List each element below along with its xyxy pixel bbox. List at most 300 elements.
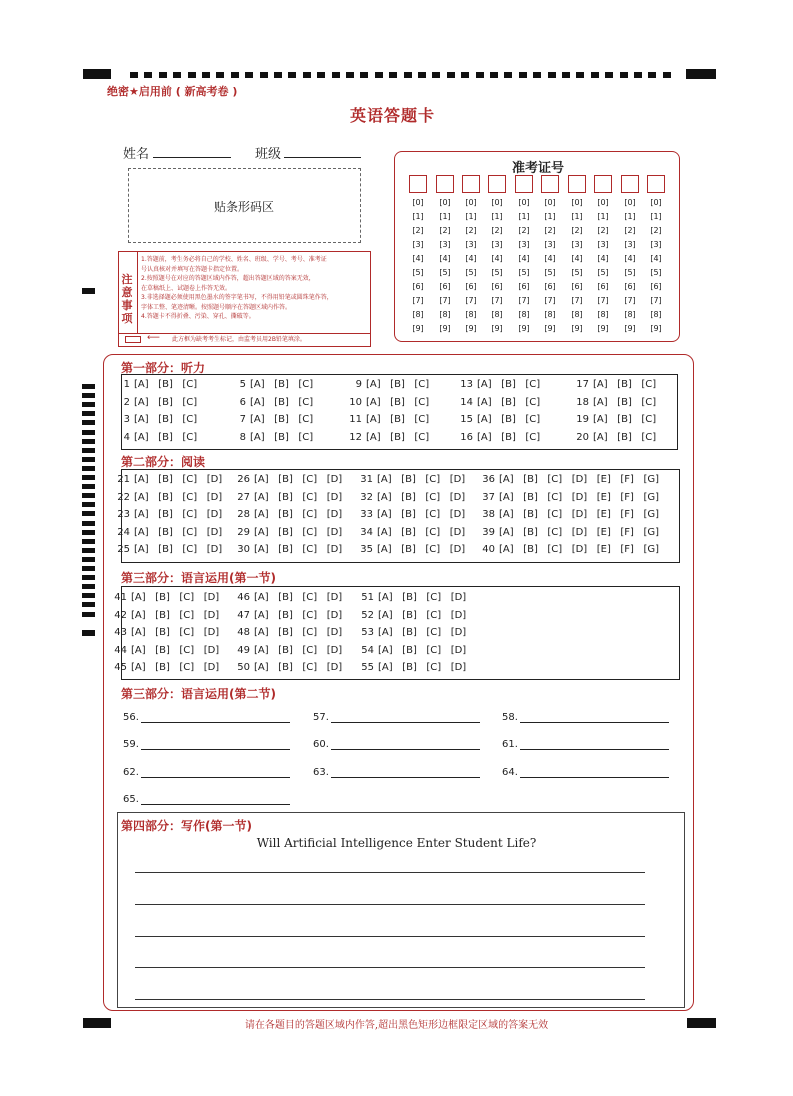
answer-options[interactable]: [A] [B] [C] bbox=[134, 431, 198, 443]
question-number: 33 bbox=[360, 509, 373, 521]
answer-options[interactable]: [A] [B] [C] [D] [E] [F] [G] bbox=[499, 474, 660, 485]
admission-digit-bubble[interactable]: [7] bbox=[597, 296, 609, 305]
admission-digit-bubble[interactable]: [0] bbox=[491, 198, 503, 207]
timing-mark bbox=[216, 72, 224, 78]
admission-digit-bubble[interactable]: [1] bbox=[650, 212, 662, 221]
admission-digit-bubble[interactable]: [8] bbox=[571, 310, 583, 319]
admission-digit-bubble[interactable]: [7] bbox=[491, 296, 503, 305]
note-line: 1.答题前，考生务必将自己的学校、姓名、班级、学号、考号、准考证 bbox=[141, 256, 327, 263]
side-mark bbox=[82, 288, 95, 294]
admission-digit-bubble[interactable]: [5] bbox=[439, 268, 451, 277]
admission-digit-bubble[interactable]: [1] bbox=[439, 212, 451, 221]
admission-digit-bubble[interactable]: [2] bbox=[439, 226, 451, 235]
admission-digit-bubble[interactable]: [6] bbox=[412, 282, 424, 291]
question-row bbox=[359, 492, 465, 503]
answer-options[interactable]: [A] [B] [C] [D] bbox=[377, 544, 466, 556]
answer-options[interactable]: [A] [B] [C] [D] [E] [F] [G] bbox=[499, 509, 660, 521]
arrow-left-icon: ⟵ bbox=[147, 333, 160, 343]
admission-digit-bubble[interactable]: [5] bbox=[650, 268, 662, 277]
question-row bbox=[481, 509, 659, 520]
timing-mark bbox=[332, 72, 340, 78]
admission-digit-bubble[interactable]: [9] bbox=[650, 324, 662, 333]
question-number: 23 bbox=[117, 509, 130, 521]
answer-options[interactable]: [A] [B] [C] [D] bbox=[134, 509, 223, 521]
question-number: 16 bbox=[460, 431, 473, 443]
question-number: 15 bbox=[460, 414, 473, 426]
admission-digit-bubble[interactable]: [3] bbox=[650, 240, 662, 249]
question-number: 44 bbox=[114, 644, 127, 656]
admission-digit-bubble[interactable]: [8] bbox=[439, 310, 451, 319]
admission-digit-bubble[interactable]: [5] bbox=[491, 268, 503, 277]
question-row bbox=[360, 662, 466, 673]
answer-options[interactable]: [A] [B] [C] bbox=[134, 379, 198, 390]
blank-label: 57. bbox=[313, 712, 329, 723]
admission-digit-bubble[interactable]: [2] bbox=[650, 226, 662, 235]
question-number: 52 bbox=[361, 609, 374, 621]
admission-digit-bubble[interactable]: [4] bbox=[465, 254, 477, 263]
question-number: 34 bbox=[360, 526, 373, 538]
answer-options[interactable]: [A] [B] [C] [D] bbox=[378, 644, 467, 656]
question-row bbox=[459, 379, 540, 390]
admission-digit-bubble[interactable]: [3] bbox=[412, 240, 424, 249]
notes-text bbox=[141, 255, 369, 322]
writing-line[interactable] bbox=[135, 999, 645, 1000]
answer-options[interactable]: [A] [B] [C] bbox=[593, 431, 657, 443]
notes-title-char: 意 bbox=[121, 286, 133, 299]
admission-digit-bubble[interactable]: [3] bbox=[571, 240, 583, 249]
question-number: 9 bbox=[355, 379, 362, 390]
blank-line[interactable] bbox=[331, 722, 480, 723]
timing-mark bbox=[375, 72, 383, 78]
admission-digit-bubble[interactable]: [5] bbox=[465, 268, 477, 277]
answer-options[interactable]: [A] [B] [C] [D] bbox=[378, 627, 467, 639]
barcode-label: 贴条形码区 bbox=[214, 200, 275, 214]
timing-mark bbox=[490, 72, 498, 78]
writing-line[interactable] bbox=[135, 967, 645, 968]
answer-options[interactable]: [A] [B] [C] bbox=[477, 379, 541, 390]
answer-options[interactable]: [A] [B] [C] [D] bbox=[254, 509, 343, 521]
admission-digit-bubble[interactable]: [6] bbox=[491, 282, 503, 291]
missing-exam-note: 此方框为缺考考生标记，由监考员用2B铅笔填涂。 bbox=[172, 336, 306, 343]
answer-options[interactable]: [A] [B] [C] [D] bbox=[134, 491, 223, 503]
answer-options[interactable]: [A] [B] [C] [D] bbox=[134, 474, 223, 485]
timing-mark bbox=[648, 72, 656, 78]
admission-digit-bubble[interactable]: [9] bbox=[491, 324, 503, 333]
answer-options[interactable]: [A] [B] [C] bbox=[250, 431, 314, 443]
timing-mark bbox=[432, 72, 440, 78]
answer-options[interactable]: [A] [B] [C] [D] bbox=[134, 526, 223, 538]
admission-digit-bubble[interactable]: [9] bbox=[412, 324, 424, 333]
timing-mark bbox=[82, 575, 95, 580]
admission-digit-bubble[interactable]: [9] bbox=[597, 324, 609, 333]
question-number: 32 bbox=[360, 491, 373, 503]
admission-digit-bubble[interactable]: [1] bbox=[465, 212, 477, 221]
note-line: 2.按照题号在对应的答题区域内作答，超出答题区域的答案无效， bbox=[141, 275, 315, 282]
question-row bbox=[116, 379, 197, 390]
question-number: 41 bbox=[114, 592, 127, 603]
answer-options[interactable]: [A] [B] [C] bbox=[250, 414, 314, 426]
admission-digit-bubble[interactable]: [6] bbox=[439, 282, 451, 291]
admission-digit-bubble[interactable]: [8] bbox=[544, 310, 556, 319]
answer-options[interactable]: [A] [B] [C] [D] bbox=[378, 592, 467, 603]
answer-options[interactable]: [A] [B] [C] bbox=[593, 414, 657, 426]
timing-mark bbox=[82, 493, 95, 498]
answer-options[interactable]: [A] [B] [C] [D] bbox=[254, 474, 343, 485]
blank-line[interactable] bbox=[141, 804, 290, 805]
answer-options[interactable]: [A] [B] [C] [D] bbox=[131, 592, 220, 603]
corner-mark-top-left bbox=[83, 69, 111, 79]
answer-options[interactable]: [A] [B] [C] bbox=[366, 414, 430, 426]
missing-exam-checkbox[interactable] bbox=[125, 336, 141, 343]
admission-digit-bubble[interactable]: [2] bbox=[571, 226, 583, 235]
timing-mark bbox=[82, 384, 95, 389]
admission-digit-bubble[interactable]: [8] bbox=[412, 310, 424, 319]
admission-digit-bubble[interactable]: [1] bbox=[624, 212, 636, 221]
question-number: 17 bbox=[576, 379, 589, 390]
answer-options[interactable]: [A] [B] [C] [D] bbox=[378, 609, 467, 621]
timing-mark bbox=[317, 72, 325, 78]
timing-mark bbox=[82, 411, 95, 416]
answer-options[interactable]: [A] [B] [C] [D] bbox=[377, 526, 466, 538]
admission-digit-bubble[interactable]: [7] bbox=[650, 296, 662, 305]
timing-mark bbox=[188, 72, 196, 78]
side-mark bbox=[82, 630, 95, 636]
admission-digit-bubble[interactable]: [2] bbox=[491, 226, 503, 235]
timing-mark bbox=[82, 466, 95, 471]
blank-line[interactable] bbox=[141, 777, 290, 778]
blank-line[interactable] bbox=[520, 777, 669, 778]
admission-digit-bubble[interactable]: [9] bbox=[518, 324, 530, 333]
timing-mark bbox=[231, 72, 239, 78]
admission-digit-bubble[interactable]: [7] bbox=[544, 296, 556, 305]
admission-digit-bubble[interactable]: [3] bbox=[518, 240, 530, 249]
blank-line[interactable] bbox=[520, 722, 669, 723]
admission-digit-bubble[interactable]: [2] bbox=[465, 226, 477, 235]
timing-mark bbox=[504, 72, 512, 78]
admission-digit-bubble[interactable]: [8] bbox=[491, 310, 503, 319]
question-number: 29 bbox=[237, 526, 250, 538]
answer-options[interactable]: [A] [B] [C] bbox=[593, 379, 657, 390]
writing-line[interactable] bbox=[135, 904, 645, 905]
admission-digit-bubble[interactable]: [9] bbox=[571, 324, 583, 333]
answer-options[interactable]: [A] [B] [C] bbox=[477, 396, 541, 408]
admission-digit-bubble[interactable]: [1] bbox=[491, 212, 503, 221]
question-number: 24 bbox=[117, 526, 130, 538]
question-row bbox=[359, 509, 465, 520]
admission-digit-bubble[interactable]: [9] bbox=[465, 324, 477, 333]
admission-digit-bubble[interactable]: [0] bbox=[518, 198, 530, 207]
admission-digit-bubble[interactable]: [0] bbox=[465, 198, 477, 207]
admission-digit-bubble[interactable]: [4] bbox=[544, 254, 556, 263]
timing-mark bbox=[274, 72, 282, 78]
answer-options[interactable]: [A] [B] [C] [D] bbox=[254, 644, 343, 656]
admission-digit-bubble[interactable]: [7] bbox=[624, 296, 636, 305]
question-number: 40 bbox=[482, 544, 495, 556]
admission-digit-bubble[interactable]: [4] bbox=[491, 254, 503, 263]
answer-options[interactable]: [A] [B] [C] [D] bbox=[254, 662, 343, 674]
timing-mark bbox=[591, 72, 599, 78]
admission-digit-bubble[interactable]: [3] bbox=[544, 240, 556, 249]
admission-digit-bubble[interactable]: [5] bbox=[624, 268, 636, 277]
admission-digit-bubble[interactable]: [7] bbox=[465, 296, 477, 305]
admission-digit-bubble[interactable]: [6] bbox=[597, 282, 609, 291]
admission-digit-bubble[interactable]: [8] bbox=[624, 310, 636, 319]
answer-options[interactable]: [A] [B] [C] [D] bbox=[254, 544, 343, 556]
admission-digit-bubble[interactable]: [9] bbox=[544, 324, 556, 333]
timing-mark bbox=[288, 72, 296, 78]
answer-options[interactable]: [A] [B] [C] [D] bbox=[134, 544, 223, 556]
timing-mark bbox=[82, 402, 95, 407]
admission-digit-bubble[interactable]: [7] bbox=[571, 296, 583, 305]
admission-digit-bubble[interactable]: [4] bbox=[650, 254, 662, 263]
answer-options[interactable]: [A] [B] [C] bbox=[250, 379, 314, 390]
blank-label: 56. bbox=[123, 712, 139, 723]
admission-digit-bubble[interactable]: [0] bbox=[650, 198, 662, 207]
timing-mark bbox=[82, 420, 95, 425]
timing-mark bbox=[144, 72, 152, 78]
writing-line[interactable] bbox=[135, 936, 645, 937]
question-number: 14 bbox=[460, 396, 473, 408]
admission-label: 准考证号 bbox=[512, 161, 565, 176]
answer-options[interactable]: [A] [B] [C] [D] bbox=[377, 474, 466, 485]
answer-options[interactable]: [A] [B] [C] bbox=[477, 414, 541, 426]
top-timing-track bbox=[130, 72, 670, 78]
timing-mark bbox=[82, 612, 95, 617]
blank-line[interactable] bbox=[331, 749, 480, 750]
answer-options[interactable]: [A] [B] [C] bbox=[593, 396, 657, 408]
admission-digit-bubble[interactable]: [2] bbox=[412, 226, 424, 235]
admission-digit-bubble[interactable]: [8] bbox=[518, 310, 530, 319]
blank-label: 62. bbox=[123, 767, 139, 778]
part2-title: 第二部分：阅读 bbox=[121, 455, 206, 469]
admission-digit-bubble[interactable]: [3] bbox=[491, 240, 503, 249]
writing-line[interactable] bbox=[135, 872, 645, 873]
admission-digit-bubble[interactable]: [4] bbox=[518, 254, 530, 263]
admission-digit-bubble[interactable]: [3] bbox=[597, 240, 609, 249]
question-row bbox=[360, 592, 466, 603]
admission-digit-box[interactable] bbox=[621, 175, 639, 193]
answer-options[interactable]: [A] [B] [C] [D] bbox=[131, 662, 220, 674]
admission-digit-bubble[interactable]: [7] bbox=[518, 296, 530, 305]
question-row bbox=[575, 414, 656, 425]
admission-digit-box[interactable] bbox=[568, 175, 586, 193]
admission-digit-bubble[interactable]: [6] bbox=[518, 282, 530, 291]
admission-digit-bubble[interactable]: [6] bbox=[571, 282, 583, 291]
admission-digit-bubble[interactable]: [0] bbox=[412, 198, 424, 207]
admission-digit-bubble[interactable]: [6] bbox=[624, 282, 636, 291]
admission-digit-bubble[interactable]: [1] bbox=[412, 212, 424, 221]
question-number: 5 bbox=[239, 379, 246, 390]
question-row bbox=[232, 379, 313, 390]
question-row bbox=[113, 610, 219, 621]
question-number: 27 bbox=[237, 491, 250, 503]
admission-digit-bubble[interactable]: [7] bbox=[439, 296, 451, 305]
answer-options[interactable]: [A] [B] [C] [D] bbox=[131, 644, 220, 656]
question-number: 51 bbox=[361, 592, 374, 603]
timing-mark bbox=[82, 393, 95, 398]
admission-digit-bubble[interactable]: [4] bbox=[412, 254, 424, 263]
timing-mark bbox=[519, 72, 527, 78]
notes-title bbox=[120, 273, 134, 325]
admission-digit-box[interactable] bbox=[541, 175, 559, 193]
timing-mark bbox=[245, 72, 253, 78]
answer-options[interactable]: [A] [B] [C] [D] [E] [F] [G] bbox=[499, 544, 660, 556]
question-number: 39 bbox=[482, 526, 495, 538]
class-field[interactable] bbox=[284, 157, 361, 158]
footer-note: 请在各题目的答题区域内作答,超出黑色矩形边框限定区域的答案无效 bbox=[244, 1020, 549, 1031]
question-row bbox=[236, 474, 342, 485]
answer-options[interactable]: [A] [B] [C] [D] bbox=[377, 491, 466, 503]
admission-digit-bubble[interactable]: [6] bbox=[650, 282, 662, 291]
timing-mark bbox=[82, 539, 95, 544]
question-row bbox=[481, 474, 659, 485]
answer-options[interactable]: [A] [B] [C] [D] bbox=[377, 509, 466, 521]
admission-digit-bubble[interactable]: [3] bbox=[465, 240, 477, 249]
question-row bbox=[236, 662, 342, 673]
admission-digit-bubble[interactable]: [7] bbox=[412, 296, 424, 305]
admission-digit-bubble[interactable]: [1] bbox=[571, 212, 583, 221]
timing-mark bbox=[548, 72, 556, 78]
admission-digit-bubble[interactable]: [8] bbox=[465, 310, 477, 319]
question-row bbox=[232, 432, 313, 443]
question-row bbox=[575, 379, 656, 390]
question-row bbox=[236, 645, 342, 656]
question-row bbox=[236, 527, 342, 538]
admission-digit-bubble[interactable]: [2] bbox=[544, 226, 556, 235]
question-number: 6 bbox=[239, 396, 246, 408]
admission-digit-bubble[interactable]: [4] bbox=[571, 254, 583, 263]
question-row bbox=[116, 474, 222, 485]
admission-digit-bubble[interactable]: [0] bbox=[439, 198, 451, 207]
timing-mark bbox=[663, 72, 671, 78]
answer-options[interactable]: [A] [B] [C] bbox=[134, 414, 198, 426]
question-number: 28 bbox=[237, 509, 250, 521]
admission-digit-bubble[interactable]: [2] bbox=[624, 226, 636, 235]
admission-digit-bubble[interactable]: [9] bbox=[439, 324, 451, 333]
answer-options[interactable]: [A] [B] [C] bbox=[366, 396, 430, 408]
question-row bbox=[359, 544, 465, 555]
timing-mark bbox=[173, 72, 181, 78]
admission-digit-bubble[interactable]: [1] bbox=[544, 212, 556, 221]
blank-label: 61. bbox=[502, 739, 518, 750]
admission-digit-bubble[interactable]: [0] bbox=[571, 198, 583, 207]
answer-options[interactable]: [A] [B] [C] [D] bbox=[378, 662, 467, 674]
admission-digit-bubble[interactable]: [0] bbox=[544, 198, 556, 207]
timing-mark bbox=[533, 72, 541, 78]
question-number: 38 bbox=[482, 509, 495, 521]
answer-options[interactable]: [A] [B] [C] bbox=[477, 431, 541, 443]
question-number: 37 bbox=[482, 491, 495, 503]
admission-digit-bubble[interactable]: [5] bbox=[597, 268, 609, 277]
admission-digit-bubble[interactable]: [2] bbox=[597, 226, 609, 235]
timing-mark bbox=[82, 602, 95, 607]
answer-options[interactable]: [A] [B] [C] [D] bbox=[254, 491, 343, 503]
answer-options[interactable]: [A] [B] [C] [D] bbox=[254, 526, 343, 538]
admission-digit-bubble[interactable]: [5] bbox=[544, 268, 556, 277]
answer-options[interactable]: [A] [B] [C] bbox=[134, 396, 198, 408]
admission-digit-bubble[interactable]: [1] bbox=[518, 212, 530, 221]
admission-digit-bubble[interactable]: [6] bbox=[465, 282, 477, 291]
question-row bbox=[575, 397, 656, 408]
admission-digit-bubble[interactable]: [2] bbox=[518, 226, 530, 235]
admission-digit-box[interactable] bbox=[647, 175, 665, 193]
note-line: 号认真核对并填写在答题卡指定位置。 bbox=[141, 265, 244, 273]
question-row bbox=[113, 662, 219, 673]
question-row bbox=[116, 509, 222, 520]
admission-digit-bubble[interactable]: [3] bbox=[439, 240, 451, 249]
question-row bbox=[232, 414, 313, 425]
admission-digit-box[interactable] bbox=[436, 175, 454, 193]
timing-mark bbox=[130, 72, 138, 78]
admission-digit-box[interactable] bbox=[409, 175, 427, 193]
timing-mark bbox=[82, 521, 95, 526]
question-number: 48 bbox=[237, 627, 250, 639]
question-row bbox=[360, 627, 466, 638]
admission-digit-bubble[interactable]: [9] bbox=[624, 324, 636, 333]
question-number: 2 bbox=[123, 396, 130, 408]
admission-digit-bubble[interactable]: [4] bbox=[439, 254, 451, 263]
answer-options[interactable]: [A] [B] [C] [D] bbox=[131, 627, 220, 639]
blank-line[interactable] bbox=[141, 722, 290, 723]
timing-mark bbox=[346, 72, 354, 78]
admission-digit-box[interactable] bbox=[488, 175, 506, 193]
blank-label: 60. bbox=[313, 739, 329, 750]
answer-options[interactable]: [A] [B] [C] [D] bbox=[254, 592, 343, 603]
admission-digit-bubble[interactable]: [5] bbox=[412, 268, 424, 277]
admission-digit-box[interactable] bbox=[515, 175, 533, 193]
question-number: 13 bbox=[460, 379, 473, 390]
blank-line[interactable] bbox=[520, 749, 669, 750]
answer-options[interactable]: [A] [B] [C] [D] [E] [F] [G] bbox=[499, 526, 660, 538]
admission-digit-bubble[interactable]: [4] bbox=[597, 254, 609, 263]
blank-line[interactable] bbox=[141, 749, 290, 750]
timing-mark bbox=[303, 72, 311, 78]
admission-digit-bubble[interactable]: [5] bbox=[518, 268, 530, 277]
admission-digit-bubble[interactable]: [4] bbox=[624, 254, 636, 263]
blank-label: 63. bbox=[313, 767, 329, 778]
question-number: 49 bbox=[237, 644, 250, 656]
question-number: 42 bbox=[114, 609, 127, 621]
admission-digit-bubble[interactable]: [8] bbox=[597, 310, 609, 319]
timing-mark bbox=[634, 72, 642, 78]
question-row bbox=[360, 645, 466, 656]
answer-options[interactable]: [A] [B] [C] [D] bbox=[254, 609, 343, 621]
answer-options[interactable]: [A] [B] [C] [D] [E] [F] [G] bbox=[499, 491, 660, 503]
admission-digit-bubble[interactable]: [8] bbox=[650, 310, 662, 319]
admission-digit-bubble[interactable]: [0] bbox=[624, 198, 636, 207]
answer-options[interactable]: [A] [B] [C] bbox=[366, 379, 430, 390]
answer-options[interactable]: [A] [B] [C] [D] bbox=[131, 609, 220, 621]
admission-digit-bubble[interactable]: [6] bbox=[544, 282, 556, 291]
admission-digit-box[interactable] bbox=[594, 175, 612, 193]
admission-digit-bubble[interactable]: [1] bbox=[597, 212, 609, 221]
admission-digit-bubble[interactable]: [5] bbox=[571, 268, 583, 277]
answer-options[interactable]: [A] [B] [C] bbox=[366, 431, 430, 443]
question-number: 3 bbox=[123, 414, 130, 426]
question-row bbox=[236, 544, 342, 555]
answer-options[interactable]: [A] [B] [C] [D] bbox=[254, 627, 343, 639]
timing-mark bbox=[202, 72, 210, 78]
notes-title-char: 事 bbox=[121, 299, 133, 312]
admission-digit-bubble[interactable]: [3] bbox=[624, 240, 636, 249]
name-field[interactable] bbox=[153, 157, 231, 158]
answer-options[interactable]: [A] [B] [C] bbox=[250, 396, 314, 408]
admission-digit-box[interactable] bbox=[462, 175, 480, 193]
admission-digit-bubble[interactable]: [0] bbox=[597, 198, 609, 207]
blank-line[interactable] bbox=[331, 777, 480, 778]
notes-title-char: 项 bbox=[121, 312, 133, 325]
timing-mark bbox=[389, 72, 397, 78]
